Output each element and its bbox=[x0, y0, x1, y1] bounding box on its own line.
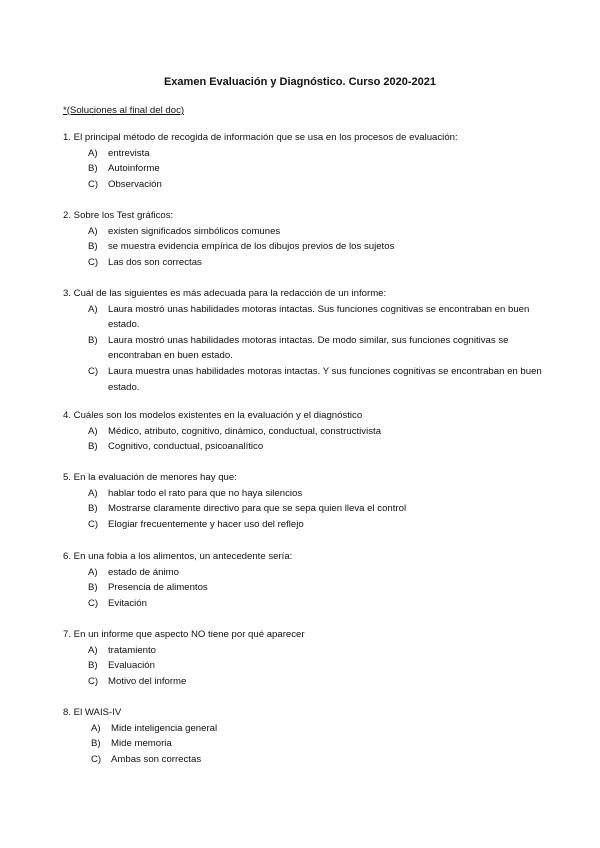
answer-option bbox=[63, 658, 543, 674]
question-stem: 2. Sobre los Test gráficos: bbox=[63, 210, 174, 221]
option-letter: C) bbox=[88, 256, 99, 268]
answer-option bbox=[66, 721, 546, 737]
answer-option bbox=[63, 224, 543, 240]
option-letter: C) bbox=[88, 365, 99, 377]
question-stem: 6. En una fobia a los alimentos, un antecedente sería: bbox=[63, 551, 293, 562]
option-text: Ambas son correctas bbox=[111, 753, 202, 765]
option-letter: A) bbox=[88, 566, 98, 578]
option-letter: B) bbox=[88, 163, 98, 175]
option-text: Laura mostró unas habilidades motoras intactas. Sus funciones cognitivas se encontraban en buen estado. bbox=[108, 303, 530, 331]
question-5 bbox=[63, 470, 543, 532]
answer-option bbox=[63, 501, 543, 517]
question-7 bbox=[63, 627, 543, 689]
option-text: existen significados simbólicos comunes bbox=[108, 225, 281, 237]
answer-option bbox=[63, 424, 543, 440]
answer-option bbox=[63, 580, 543, 596]
option-letter: B) bbox=[88, 334, 98, 346]
option-letter: C) bbox=[88, 518, 99, 530]
document-title: Examen Evaluación y Diagnóstico. Curso 2020-2021 bbox=[163, 76, 437, 88]
answer-option bbox=[66, 752, 546, 768]
answer-option bbox=[63, 302, 543, 333]
answer-option bbox=[63, 643, 543, 659]
option-text: Las dos son correctas bbox=[108, 256, 202, 268]
option-letter: C) bbox=[88, 675, 99, 687]
answer-option bbox=[63, 239, 543, 255]
option-text: Observación bbox=[108, 178, 162, 190]
answer-option bbox=[63, 439, 543, 455]
option-letter: B) bbox=[88, 503, 98, 515]
question-stem: 4. Cuáles son los modelos existentes en la evaluación y el diagnóstico bbox=[63, 410, 363, 421]
option-text: Laura mostró unas habilidades motoras intactas. De modo similar, sus funciones cognitivas se encontraban en buen estado. bbox=[108, 334, 509, 362]
answer-option bbox=[63, 161, 543, 177]
question-stem: 8. El WAIS-IV bbox=[63, 707, 122, 718]
option-letter: B) bbox=[88, 241, 98, 253]
question-3 bbox=[63, 286, 543, 395]
option-text: Mostrarse claramente directivo para que se sepa quien lleva el control bbox=[108, 503, 407, 515]
option-text: Elogiar frecuentemente y hacer uso del reflejo bbox=[108, 518, 304, 530]
question-stem: 3. Cuál de las siguientes es más adecuada para la redacción de un informe: bbox=[63, 288, 387, 299]
option-text: tratamiento bbox=[108, 644, 156, 656]
option-text: Evaluación bbox=[108, 660, 155, 672]
option-letter: A) bbox=[88, 147, 98, 159]
option-text: Evitación bbox=[108, 597, 147, 609]
question-stem: 1. El principal método de recogida de información que se usa en los procesos de evaluación: bbox=[63, 132, 458, 143]
question-4 bbox=[63, 408, 543, 455]
option-letter: C) bbox=[88, 597, 99, 609]
answer-option bbox=[63, 364, 543, 395]
option-letter: A) bbox=[91, 722, 101, 734]
answer-option bbox=[63, 146, 543, 162]
solutions-note: *(Soluciones al final del doc) bbox=[63, 105, 185, 116]
option-letter: A) bbox=[88, 425, 98, 437]
option-text: Mide memoria bbox=[111, 738, 172, 750]
option-letter: B) bbox=[88, 582, 98, 594]
option-letter: B) bbox=[88, 441, 98, 453]
option-text: estado de ánimo bbox=[108, 566, 179, 578]
option-letter: A) bbox=[88, 644, 98, 656]
option-text: se muestra evidencia empírica de los dibujos previos de los sujetos bbox=[108, 241, 395, 253]
question-1 bbox=[63, 130, 543, 192]
answer-option bbox=[63, 255, 543, 271]
question-8 bbox=[63, 705, 546, 767]
option-letter: B) bbox=[91, 738, 101, 750]
option-text: entrevista bbox=[108, 147, 150, 159]
option-letter: A) bbox=[88, 303, 98, 315]
option-text: Médico, atributo, cognitivo, dinámico, conductual, constructivista bbox=[108, 425, 382, 437]
answer-option bbox=[63, 596, 543, 612]
answer-option bbox=[63, 486, 543, 502]
option-text: Mide inteligencia general bbox=[111, 722, 218, 734]
option-text: Presencia de alimentos bbox=[108, 582, 208, 594]
option-text: Laura muestra unas habilidades motoras intactas. Y sus funciones cognitivas se encontraban en buen estado. bbox=[108, 365, 542, 393]
option-text: Autoinforme bbox=[108, 163, 160, 175]
answer-option bbox=[66, 736, 546, 752]
option-letter: A) bbox=[88, 225, 98, 237]
answer-option bbox=[63, 177, 543, 193]
question-stem: 5. En la evaluación de menores hay que: bbox=[63, 472, 237, 483]
option-text: hablar todo el rato para que no haya silencios bbox=[108, 487, 303, 499]
answer-option bbox=[63, 333, 543, 364]
option-text: Cognitivo, conductual, psicoanalítico bbox=[108, 441, 264, 453]
option-text: Motivo del informe bbox=[108, 675, 187, 687]
question-6 bbox=[63, 549, 543, 611]
option-letter: C) bbox=[91, 753, 102, 765]
option-letter: A) bbox=[88, 487, 98, 499]
question-2 bbox=[63, 208, 543, 270]
option-letter: B) bbox=[88, 660, 98, 672]
answer-option bbox=[63, 517, 543, 533]
answer-option bbox=[63, 565, 543, 581]
answer-option bbox=[63, 674, 543, 690]
option-letter: C) bbox=[88, 178, 99, 190]
question-stem: 7. En un informe que aspecto NO tiene por qué aparecer bbox=[63, 629, 305, 640]
